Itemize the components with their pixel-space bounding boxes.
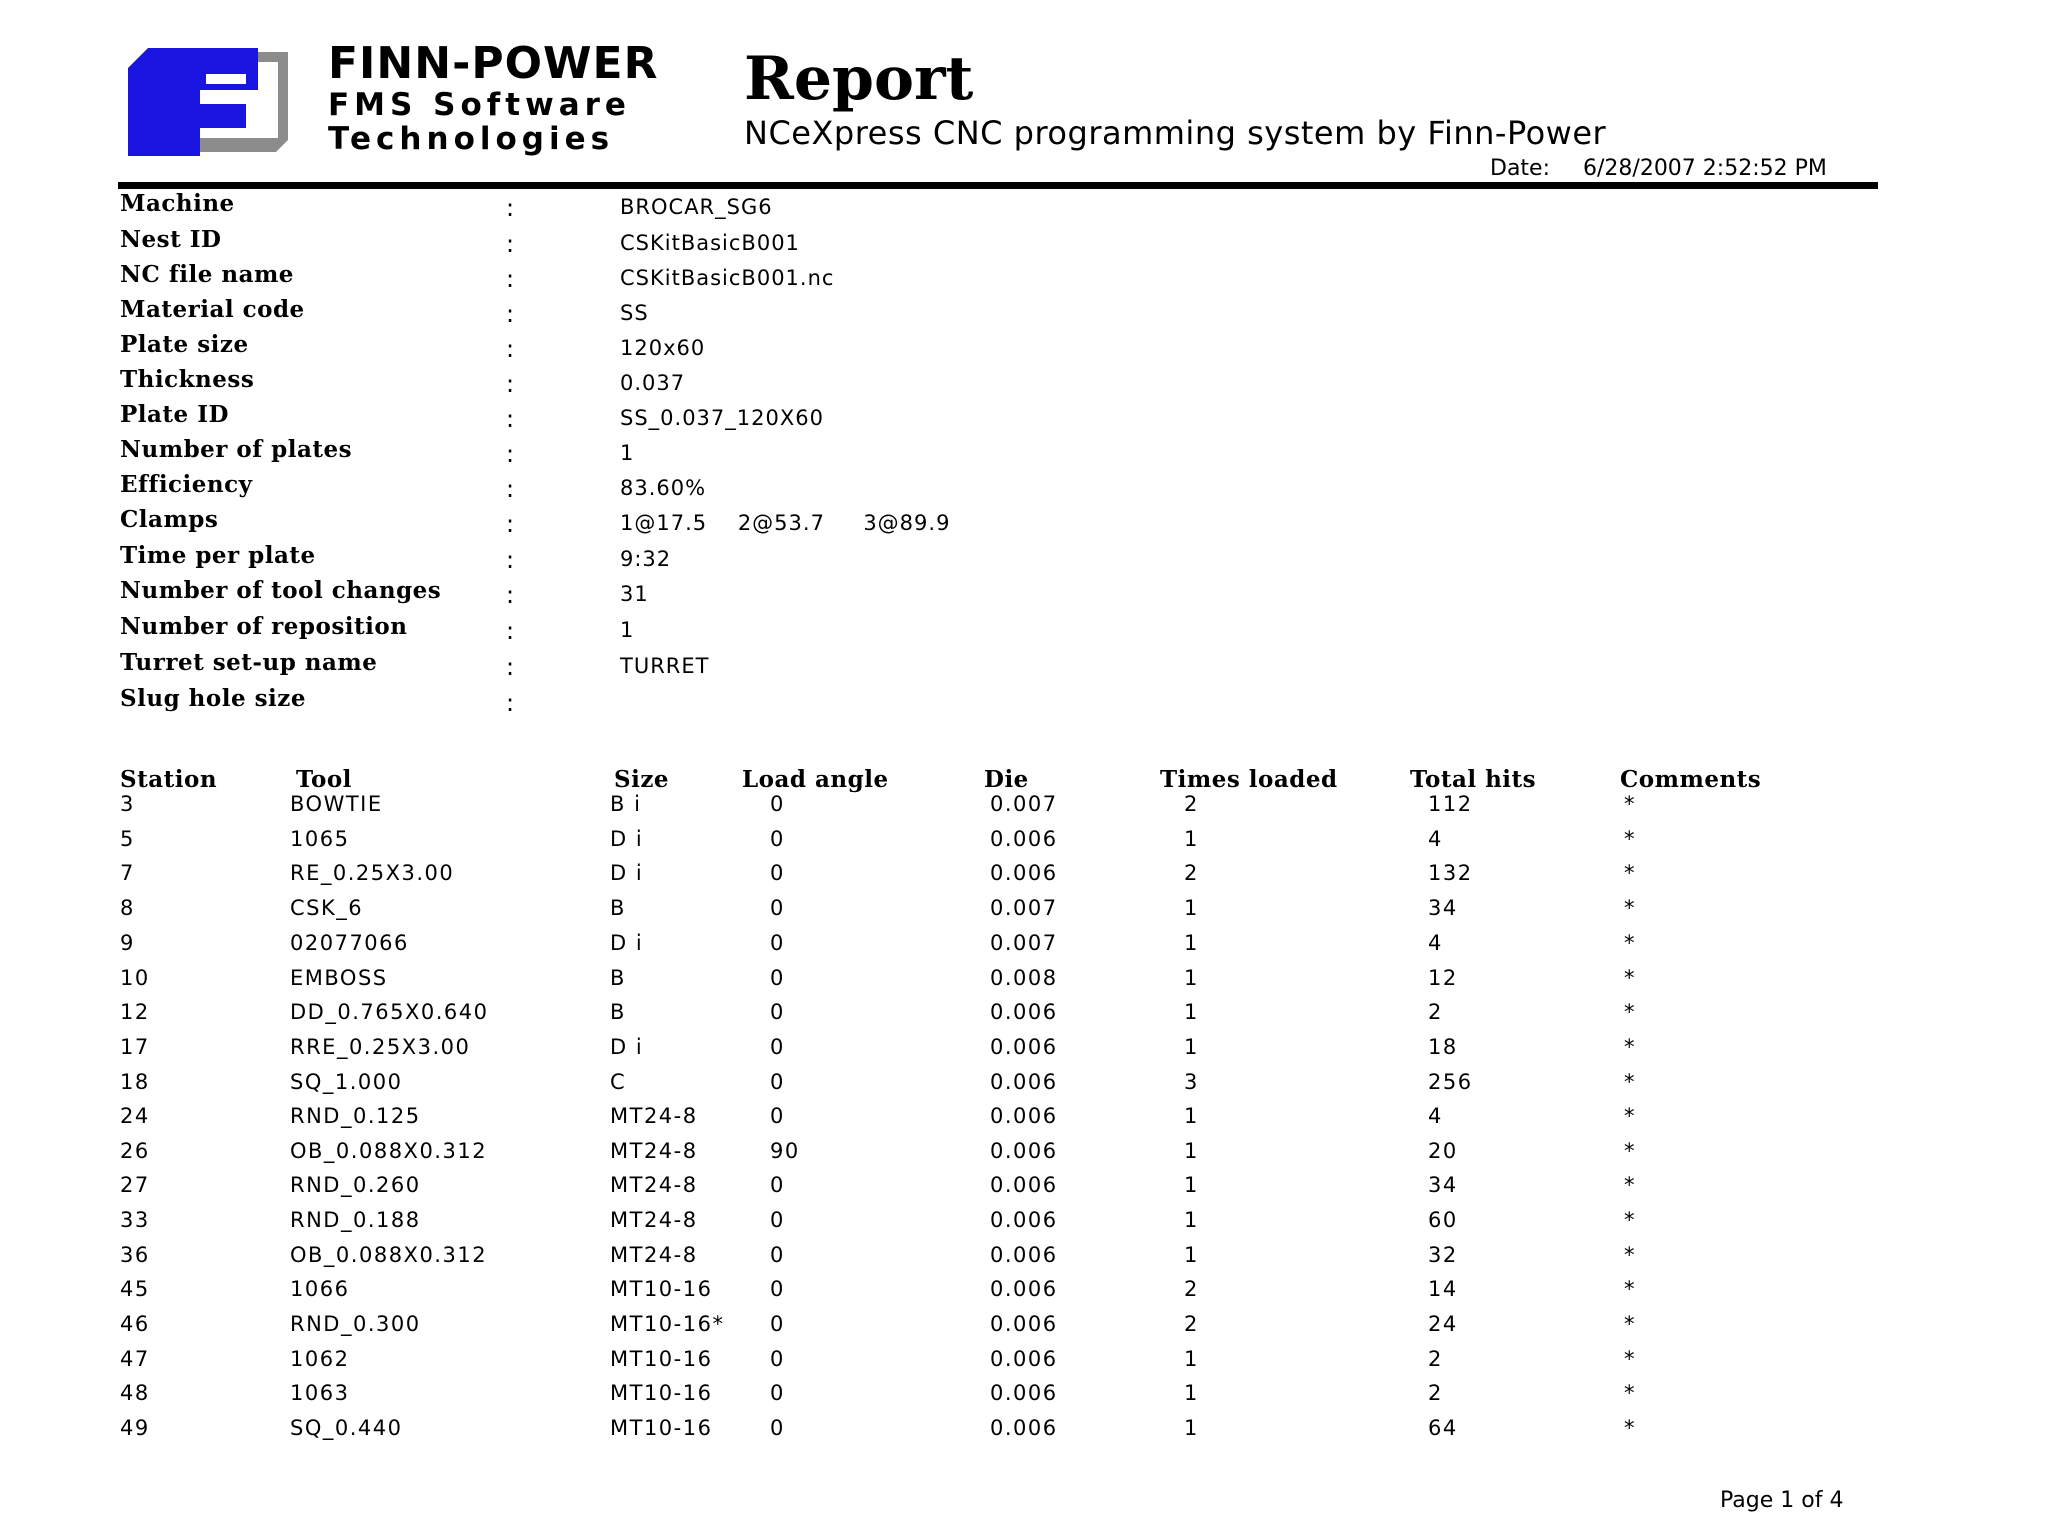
info-colon: : <box>506 475 515 503</box>
cell-station: 18 <box>120 1070 150 1094</box>
cell-comments: * <box>1624 931 1636 955</box>
cell-die: 0.006 <box>990 1173 1058 1197</box>
column-header-total-hits: Total hits <box>1410 766 1537 793</box>
cell-size: B i <box>610 792 642 816</box>
cell-size: MT10-16* <box>610 1312 725 1336</box>
info-value: CSKitBasicB001.nc <box>620 266 835 290</box>
cell-times-loaded: 1 <box>1184 827 1199 851</box>
table-row <box>120 1000 1820 1034</box>
table-row <box>120 1035 1820 1069</box>
cell-tool: BOWTIE <box>290 792 383 816</box>
cell-die: 0.006 <box>990 1070 1058 1094</box>
info-value: SS <box>620 301 649 325</box>
cell-load-angle: 0 <box>770 931 785 955</box>
table-row <box>120 1208 1820 1242</box>
cell-total-hits: 112 <box>1428 792 1473 816</box>
info-colon: : <box>506 617 515 645</box>
info-value: 83.60% <box>620 476 707 500</box>
date-label: Date: <box>1490 156 1550 181</box>
cell-tool: RND_0.260 <box>290 1173 421 1197</box>
info-colon: : <box>506 194 515 222</box>
info-value: 31 <box>620 582 649 606</box>
info-colon: : <box>506 653 515 681</box>
info-row <box>120 366 1420 401</box>
cell-die: 0.006 <box>990 1035 1058 1059</box>
report-date <box>1490 156 1827 181</box>
cell-comments: * <box>1624 966 1636 990</box>
cell-tool: RE_0.25X3.00 <box>290 861 455 885</box>
cell-load-angle: 0 <box>770 1312 785 1336</box>
cell-tool: DD_0.765X0.640 <box>290 1000 489 1024</box>
cell-station: 45 <box>120 1277 150 1301</box>
cell-die: 0.006 <box>990 1139 1058 1163</box>
info-label: Nest ID <box>120 226 222 253</box>
brand-line-1: FINN-POWER <box>328 38 659 89</box>
cell-total-hits: 32 <box>1428 1243 1458 1267</box>
table-row <box>120 1139 1820 1173</box>
cell-station: 36 <box>120 1243 150 1267</box>
info-label: Material code <box>120 296 305 323</box>
info-colon: : <box>506 581 515 609</box>
info-colon: : <box>506 300 515 328</box>
cell-comments: * <box>1624 827 1636 851</box>
cell-load-angle: 0 <box>770 1208 785 1232</box>
cell-total-hits: 64 <box>1428 1416 1458 1440</box>
cell-load-angle: 0 <box>770 1104 785 1128</box>
info-row <box>120 542 1420 577</box>
info-colon: : <box>506 405 515 433</box>
cell-size: D i <box>610 827 644 851</box>
cell-station: 17 <box>120 1035 150 1059</box>
column-header-load-angle: Load angle <box>742 766 889 793</box>
cell-comments: * <box>1624 1312 1636 1336</box>
cell-tool: OB_0.088X0.312 <box>290 1139 488 1163</box>
cell-load-angle: 0 <box>770 1070 785 1094</box>
report-title: Report <box>744 44 974 114</box>
column-header-size: Size <box>614 766 670 793</box>
page-number: Page 1 of 4 <box>1720 1488 1844 1513</box>
cell-times-loaded: 2 <box>1184 792 1199 816</box>
cell-size: MT10-16 <box>610 1381 713 1405</box>
cell-comments: * <box>1624 1208 1636 1232</box>
cell-die: 0.006 <box>990 1416 1058 1440</box>
table-row <box>120 1173 1820 1207</box>
cell-tool: 1066 <box>290 1277 350 1301</box>
cell-size: C <box>610 1070 627 1094</box>
info-row <box>120 401 1420 436</box>
cell-load-angle: 0 <box>770 1381 785 1405</box>
cell-times-loaded: 1 <box>1184 1208 1199 1232</box>
cell-total-hits: 132 <box>1428 861 1473 885</box>
cell-die: 0.006 <box>990 861 1058 885</box>
column-header-station: Station <box>120 766 218 793</box>
info-value: 1 <box>620 618 635 642</box>
cell-station: 3 <box>120 792 135 816</box>
cell-total-hits: 256 <box>1428 1070 1473 1094</box>
cell-die: 0.006 <box>990 1104 1058 1128</box>
column-header-tool: Tool <box>296 766 352 793</box>
cell-size: B <box>610 896 626 920</box>
info-label: Plate size <box>120 331 249 358</box>
info-label: Thickness <box>120 366 255 393</box>
cell-comments: * <box>1624 861 1636 885</box>
cell-comments: * <box>1624 1416 1636 1440</box>
cell-station: 5 <box>120 827 135 851</box>
cell-size: MT10-16 <box>610 1347 713 1371</box>
cell-die: 0.006 <box>990 1000 1058 1024</box>
table-row <box>120 1416 1820 1450</box>
cell-size: D i <box>610 1035 644 1059</box>
table-row <box>120 827 1820 861</box>
cell-total-hits: 12 <box>1428 966 1458 990</box>
info-colon: : <box>506 510 515 538</box>
cell-station: 8 <box>120 896 135 920</box>
cell-station: 48 <box>120 1381 150 1405</box>
cell-tool: RRE_0.25X3.00 <box>290 1035 471 1059</box>
info-value: 0.037 <box>620 371 686 395</box>
table-row <box>120 966 1820 1000</box>
cell-size: MT10-16 <box>610 1277 713 1301</box>
cell-load-angle: 0 <box>770 1243 785 1267</box>
info-row <box>120 649 1420 684</box>
info-label: Efficiency <box>120 471 253 498</box>
finn-power-logo-icon <box>128 48 288 156</box>
info-colon: : <box>506 546 515 574</box>
info-label: Number of tool changes <box>120 577 442 604</box>
cell-total-hits: 34 <box>1428 1173 1458 1197</box>
cell-die: 0.006 <box>990 1277 1058 1301</box>
cell-comments: * <box>1624 1035 1636 1059</box>
table-row <box>120 1381 1820 1415</box>
info-colon: : <box>506 440 515 468</box>
cell-tool: 02077066 <box>290 931 409 955</box>
info-row <box>120 436 1420 471</box>
cell-times-loaded: 2 <box>1184 1312 1199 1336</box>
cell-comments: * <box>1624 1139 1636 1163</box>
table-row <box>120 1104 1820 1138</box>
cell-times-loaded: 1 <box>1184 1035 1199 1059</box>
table-row <box>120 1347 1820 1381</box>
cell-die: 0.008 <box>990 966 1058 990</box>
cell-die: 0.007 <box>990 896 1058 920</box>
column-header-times-loaded: Times loaded <box>1160 766 1338 793</box>
cell-total-hits: 2 <box>1428 1000 1443 1024</box>
cell-size: MT24-8 <box>610 1104 698 1128</box>
brand-line-2: FMS Software <box>328 87 631 123</box>
info-colon: : <box>506 370 515 398</box>
cell-total-hits: 2 <box>1428 1381 1443 1405</box>
cell-total-hits: 18 <box>1428 1035 1458 1059</box>
info-label: Number of plates <box>120 436 353 463</box>
cell-comments: * <box>1624 1243 1636 1267</box>
cell-comments: * <box>1624 1347 1636 1371</box>
info-value: 1 <box>620 441 635 465</box>
cell-tool: EMBOSS <box>290 966 388 990</box>
cell-tool: RND_0.188 <box>290 1208 421 1232</box>
cell-comments: * <box>1624 1000 1636 1024</box>
info-label: Clamps <box>120 506 219 533</box>
info-label: Slug hole size <box>120 685 306 712</box>
cell-load-angle: 0 <box>770 861 785 885</box>
cell-times-loaded: 1 <box>1184 1000 1199 1024</box>
cell-load-angle: 90 <box>770 1139 800 1163</box>
cell-total-hits: 60 <box>1428 1208 1458 1232</box>
info-label: Plate ID <box>120 401 229 428</box>
brand-name <box>328 40 658 156</box>
cell-total-hits: 4 <box>1428 1104 1443 1128</box>
cell-load-angle: 0 <box>770 1347 785 1371</box>
table-row <box>120 1277 1820 1311</box>
cell-comments: * <box>1624 1070 1636 1094</box>
cell-comments: * <box>1624 1277 1636 1301</box>
cell-station: 24 <box>120 1104 150 1128</box>
cell-tool: SQ_1.000 <box>290 1070 403 1094</box>
info-row <box>120 471 1420 506</box>
cell-station: 9 <box>120 931 135 955</box>
cell-station: 26 <box>120 1139 150 1163</box>
cell-size: D i <box>610 931 644 955</box>
cell-die: 0.006 <box>990 1347 1058 1371</box>
cell-tool: OB_0.088X0.312 <box>290 1243 488 1267</box>
cell-tool: 1062 <box>290 1347 350 1371</box>
table-row <box>120 896 1820 930</box>
info-row <box>120 613 1420 648</box>
cell-load-angle: 0 <box>770 1035 785 1059</box>
info-row <box>120 261 1420 296</box>
cell-station: 33 <box>120 1208 150 1232</box>
cell-tool: SQ_0.440 <box>290 1416 403 1440</box>
table-row <box>120 931 1820 965</box>
cell-load-angle: 0 <box>770 896 785 920</box>
cell-times-loaded: 1 <box>1184 1104 1199 1128</box>
info-colon: : <box>506 230 515 258</box>
cell-station: 7 <box>120 861 135 885</box>
cell-die: 0.007 <box>990 931 1058 955</box>
cell-size: MT24-8 <box>610 1208 698 1232</box>
cell-size: MT24-8 <box>610 1243 698 1267</box>
info-row <box>120 577 1420 612</box>
cell-tool: RND_0.125 <box>290 1104 421 1128</box>
info-colon: : <box>506 335 515 363</box>
cell-times-loaded: 1 <box>1184 966 1199 990</box>
info-row <box>120 296 1420 331</box>
cell-station: 27 <box>120 1173 150 1197</box>
info-value: TURRET <box>620 654 710 678</box>
cell-size: MT24-8 <box>610 1139 698 1163</box>
cell-die: 0.007 <box>990 792 1058 816</box>
brand-line-3: Technologies <box>328 121 615 157</box>
cell-size: MT10-16 <box>610 1416 713 1440</box>
cell-times-loaded: 1 <box>1184 931 1199 955</box>
cell-load-angle: 0 <box>770 827 785 851</box>
cell-times-loaded: 1 <box>1184 1173 1199 1197</box>
cell-station: 47 <box>120 1347 150 1371</box>
cell-die: 0.006 <box>990 1243 1058 1267</box>
cell-load-angle: 0 <box>770 792 785 816</box>
cell-size: B <box>610 966 626 990</box>
cell-tool: 1063 <box>290 1381 350 1405</box>
cell-load-angle: 0 <box>770 1173 785 1197</box>
cell-total-hits: 34 <box>1428 896 1458 920</box>
cell-times-loaded: 3 <box>1184 1070 1199 1094</box>
info-colon: : <box>506 689 515 717</box>
cell-station: 49 <box>120 1416 150 1440</box>
cell-comments: * <box>1624 1104 1636 1128</box>
column-header-die: Die <box>984 766 1029 793</box>
cell-tool: 1065 <box>290 827 350 851</box>
cell-times-loaded: 2 <box>1184 861 1199 885</box>
cell-load-angle: 0 <box>770 966 785 990</box>
info-row <box>120 685 1420 720</box>
cell-times-loaded: 1 <box>1184 1139 1199 1163</box>
cell-total-hits: 20 <box>1428 1139 1458 1163</box>
info-label: Turret set-up name <box>120 649 378 676</box>
info-value: 9:32 <box>620 547 672 571</box>
table-row <box>120 1070 1820 1104</box>
cell-times-loaded: 1 <box>1184 1347 1199 1371</box>
cell-total-hits: 2 <box>1428 1347 1443 1371</box>
cell-die: 0.006 <box>990 1381 1058 1405</box>
cell-times-loaded: 2 <box>1184 1277 1199 1301</box>
cell-comments: * <box>1624 792 1636 816</box>
cell-tool: CSK_6 <box>290 896 364 920</box>
cell-times-loaded: 1 <box>1184 1243 1199 1267</box>
cell-station: 46 <box>120 1312 150 1336</box>
cell-station: 10 <box>120 966 150 990</box>
cell-size: B <box>610 1000 626 1024</box>
info-label: NC file name <box>120 261 294 288</box>
date-value: 6/28/2007 2:52:52 PM <box>1583 156 1827 181</box>
cell-load-angle: 0 <box>770 1416 785 1440</box>
info-label: Time per plate <box>120 542 316 569</box>
cell-total-hits: 14 <box>1428 1277 1458 1301</box>
cell-times-loaded: 1 <box>1184 896 1199 920</box>
cell-load-angle: 0 <box>770 1000 785 1024</box>
table-row <box>120 792 1820 826</box>
cell-times-loaded: 1 <box>1184 1416 1199 1440</box>
cell-comments: * <box>1624 896 1636 920</box>
info-value: BROCAR_SG6 <box>620 195 773 219</box>
header-divider <box>118 182 1878 189</box>
cell-size: D i <box>610 861 644 885</box>
cell-total-hits: 24 <box>1428 1312 1458 1336</box>
column-header-comments: Comments <box>1620 766 1762 793</box>
cell-total-hits: 4 <box>1428 827 1443 851</box>
info-label: Number of reposition <box>120 613 408 640</box>
table-row <box>120 861 1820 895</box>
info-colon: : <box>506 265 515 293</box>
report-subtitle: NCeXpress CNC programming system by Finn-Power <box>744 114 1607 152</box>
info-row <box>120 506 1420 541</box>
cell-die: 0.006 <box>990 1208 1058 1232</box>
info-label: Machine <box>120 190 235 217</box>
cell-size: MT24-8 <box>610 1173 698 1197</box>
info-value: 1@17.5 2@53.7 3@89.9 <box>620 511 951 535</box>
table-row <box>120 1312 1820 1346</box>
cell-total-hits: 4 <box>1428 931 1443 955</box>
cell-comments: * <box>1624 1173 1636 1197</box>
cell-load-angle: 0 <box>770 1277 785 1301</box>
info-value: 120x60 <box>620 336 706 360</box>
info-row <box>120 190 1420 225</box>
cell-die: 0.006 <box>990 1312 1058 1336</box>
info-row <box>120 331 1420 366</box>
cell-comments: * <box>1624 1381 1636 1405</box>
info-value: SS_0.037_120X60 <box>620 406 824 430</box>
info-value: CSKitBasicB001 <box>620 231 800 255</box>
cell-die: 0.006 <box>990 827 1058 851</box>
cell-times-loaded: 1 <box>1184 1381 1199 1405</box>
info-row <box>120 226 1420 261</box>
cell-station: 12 <box>120 1000 150 1024</box>
cell-tool: RND_0.300 <box>290 1312 421 1336</box>
table-row <box>120 1243 1820 1277</box>
